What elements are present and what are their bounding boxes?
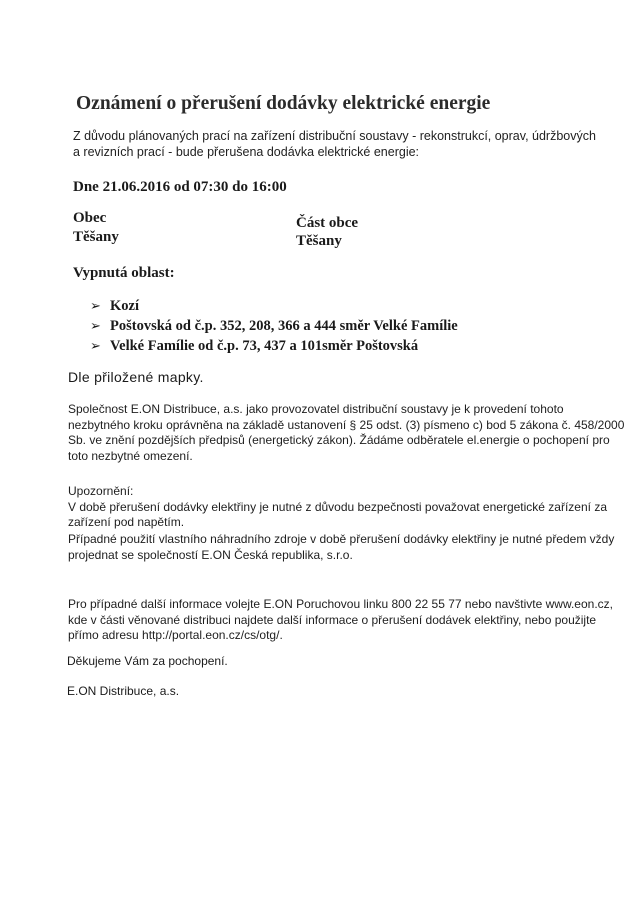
paragraph-line: Společnost E.ON Distribuce, a.s. jako provozovatel distribuční soustavy je k provedení tohoto <box>68 402 564 416</box>
area-street: Kozí <box>110 297 139 314</box>
paragraph-line: V době přerušení dodávky elektřiny je nutné z důvodu bezpečnosti považovat energetické zařízení za <box>68 499 607 514</box>
area-street: Poštovská od č.p. 352, 208, 366 a 444 směr Velké Famílie <box>110 317 458 334</box>
arrow-bullet-icon: ➢ <box>90 318 101 333</box>
affected-area-list <box>90 296 458 356</box>
paragraph-line: kde v části věnované distribuci najdete další informace o přerušení dodávek elektřiny, nebo použijte <box>68 612 597 627</box>
paragraph-line: nezbytného kroku oprávněna na základě ustanovení § 25 odst. (3) písmeno c) bod 5 zákona č. 458/2000 <box>68 417 625 432</box>
arrow-bullet-icon: ➢ <box>90 298 101 313</box>
warning-paragraph <box>68 484 608 531</box>
district-value: Těšany <box>296 233 342 249</box>
thanks-line: Děkujeme Vám za pochopení. <box>67 654 228 668</box>
intro-line: a revizních prací - bude přerušena dodávka elektrické energie: <box>73 145 420 159</box>
paragraph-line: projednat se společností E.ON Česká republika, s.r.o. <box>68 547 353 562</box>
affected-area-label: Vypnutá oblast: <box>73 265 175 281</box>
contact-paragraph <box>68 597 613 644</box>
intro-line: Z důvodu plánovaných prací na zařízení distribuční soustavy - rekonstrukcí, oprav, údržbových <box>73 129 596 143</box>
signature: E.ON Distribuce, a.s. <box>67 684 180 698</box>
list-item <box>90 336 458 356</box>
list-item <box>90 316 458 336</box>
page-title: Oznámení o přerušení dodávky elektrické energie <box>76 93 491 114</box>
paragraph-line: Pro případné další informace volejte E.ON Poruchovou linku 800 22 55 77 nebo navštivte www.eon.cz, <box>68 597 613 611</box>
list-item <box>90 296 458 316</box>
paragraph-line: Případné použití vlastního náhradního zdroje v době přerušení dodávky elektřiny je nutné předem vždy <box>68 532 615 546</box>
paragraph-line: Upozornění: <box>68 484 134 498</box>
paragraph-line: zařízení pod napětím. <box>68 515 185 529</box>
municipality-label: Obec <box>73 210 107 226</box>
arrow-bullet-icon: ➢ <box>90 338 101 353</box>
paragraph-line: přímo adresu http://portal.eon.cz/cs/otg/. <box>68 628 283 642</box>
district-label: Část obce <box>296 215 359 231</box>
municipality-value: Těšany <box>73 229 119 245</box>
area-street: Velké Famílie od č.p. 73, 437 a 101směr Poštovská <box>110 337 419 354</box>
backup-source-paragraph <box>68 532 615 563</box>
paragraph-line: Sb. ve znění pozdějších předpisů (energetický zákon). Žádáme odběratele el.energie o pochopení pro <box>68 433 610 447</box>
map-note: Dle přiložené mapky. <box>68 369 204 385</box>
legal-paragraph <box>68 402 625 464</box>
intro-paragraph <box>73 128 596 160</box>
outage-date: Dne 21.06.2016 od 07:30 do 16:00 <box>73 179 287 195</box>
paragraph-line: toto nezbytné omezení. <box>68 448 193 463</box>
